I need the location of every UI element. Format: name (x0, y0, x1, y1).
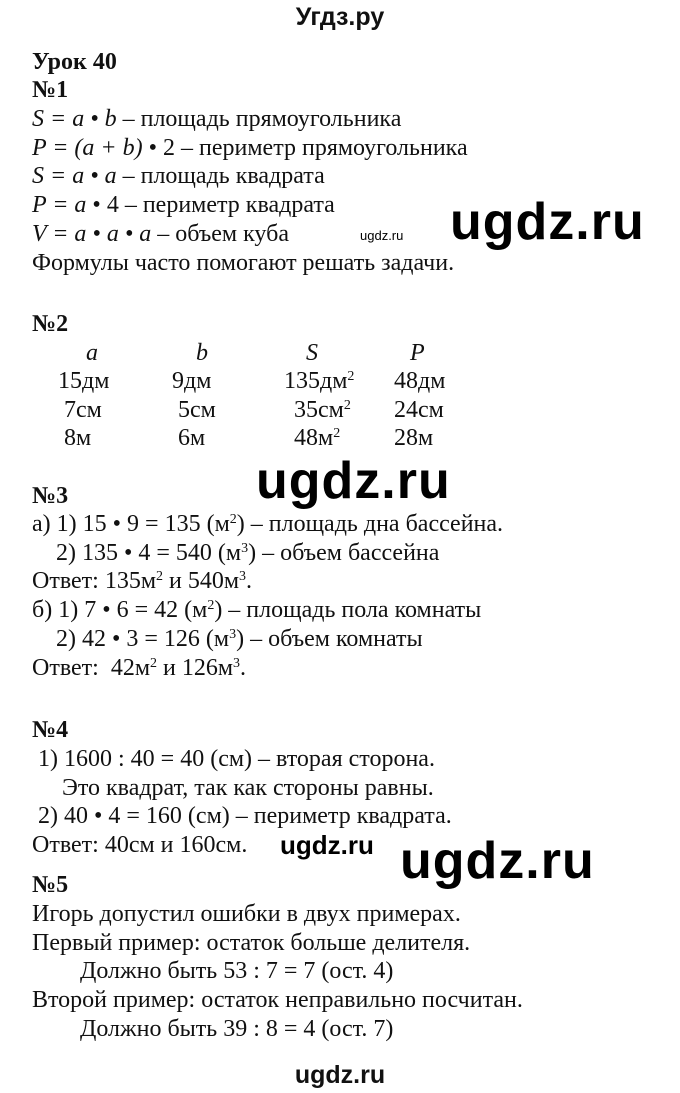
table-cell (394, 424, 433, 452)
text-segment: 6м (178, 425, 206, 452)
text-line (32, 986, 523, 1014)
superscript: 3 (239, 569, 247, 585)
superscript: 2 (207, 598, 215, 614)
task4-heading: №4 (32, 717, 69, 743)
text-line (32, 774, 434, 802)
text-segment: а) 1) 15 • 9 = 135 (м (32, 511, 230, 537)
text-segment: 2) 40 • 4 = 160 (см) – периметр квадрата. (32, 803, 452, 830)
text-segment: V = a • a • a (32, 220, 152, 247)
text-segment: и 126м (157, 654, 234, 681)
column-header: P (410, 340, 425, 366)
text-line (32, 831, 247, 859)
table-cell (284, 367, 354, 395)
task2-heading: №2 (32, 311, 69, 337)
watermark: ugdz.ru (450, 193, 645, 251)
text-line (32, 105, 401, 133)
text-segment: Ответ: 40см и 160см. (32, 832, 248, 859)
text-segment: 48дм (394, 368, 446, 394)
task5-heading: №5 (32, 872, 69, 898)
text-line (32, 539, 439, 567)
text-line (32, 957, 393, 985)
table-cell (178, 424, 205, 452)
task1-heading: №1 (32, 77, 69, 103)
text-segment: 2) 135 • 4 = 540 (м (32, 539, 242, 566)
text-segment: б) 1) 7 • 6 = 42 (м (32, 597, 208, 624)
text-segment: Должно быть 53 : 7 = 7 (ост. 4) (32, 958, 394, 985)
text-segment: 28м (394, 425, 434, 452)
text-segment: ) – площадь дна бассейна. (236, 511, 504, 537)
footer-site: ugdz.ru (294, 1061, 386, 1089)
text-segment: S = a • b (32, 106, 117, 132)
watermark: ugdz.ru (256, 452, 451, 510)
text-segment: . (240, 654, 247, 681)
text-segment: 5см (178, 396, 216, 423)
text-line (32, 745, 435, 773)
text-segment: – площадь прямоугольника (116, 106, 402, 132)
text-segment: 35см (294, 396, 344, 423)
superscript: 2 (229, 512, 237, 527)
column-header: S (306, 340, 318, 366)
lesson-title: Урок 40 (32, 49, 117, 75)
table-cell (58, 367, 109, 395)
text-line (32, 510, 503, 538)
text-segment: Первый пример: остаток больше делителя. (32, 929, 471, 956)
text-segment: • 4 – периметр квадрата (86, 192, 335, 219)
text-line (32, 162, 325, 190)
text-segment: Игорь допустил ошибки в двух примерах. (32, 901, 461, 927)
text-segment: ) – объем комнаты (236, 625, 423, 652)
text-line (32, 802, 452, 830)
column-header: b (196, 340, 208, 366)
text-segment: 24см (394, 396, 444, 423)
superscript: 2 (343, 397, 351, 413)
text-segment: 48м (294, 425, 334, 452)
text-line (32, 220, 289, 248)
text-segment: Ответ: 42м (32, 654, 151, 681)
text-segment: ) – площадь пола комнаты (214, 597, 482, 624)
text-segment: и 540м (163, 568, 240, 595)
table-cell (172, 367, 211, 395)
text-segment: – объем куба (151, 220, 289, 247)
table-cell (294, 424, 340, 452)
column-header: a (86, 340, 98, 366)
text-line (32, 191, 335, 219)
table-cell (64, 396, 102, 424)
superscript: 3 (241, 540, 249, 556)
text-line (32, 249, 454, 277)
text-segment: Ответ: 135м (32, 568, 157, 595)
text-segment: Второй пример: остаток неправильно посчитан. (32, 987, 523, 1014)
text-segment: 15дм (58, 368, 110, 394)
text-segment: Формулы часто помогают решать задачи. (32, 249, 455, 276)
watermark-small: ugdz.ru (360, 228, 404, 243)
text-segment: Это квадрат, так как стороны равны. (32, 774, 434, 801)
text-segment: 8м (64, 425, 92, 452)
superscript: 2 (347, 369, 355, 384)
text-segment: 1) 1600 : 40 = 40 (см) – вторая сторона. (32, 746, 435, 772)
text-segment: S = a • a (32, 163, 117, 190)
text-line (32, 625, 423, 653)
text-segment: ) – объем бассейна (248, 539, 440, 566)
watermark: ugdz.ru (400, 832, 595, 890)
text-segment: 2) 42 • 3 = 126 (м (32, 625, 230, 652)
text-segment: 7см (64, 396, 102, 423)
table-cell (178, 396, 216, 424)
text-line (32, 567, 252, 595)
text-segment: P = (a + b) (32, 134, 143, 161)
watermark: ugdz.ru (280, 830, 374, 860)
text-segment: P = a (32, 192, 87, 219)
text-segment: Должно быть 39 : 8 = 4 (ост. 7) (32, 1015, 394, 1042)
superscript: 2 (156, 569, 164, 585)
text-segment: – площадь квадрата (116, 163, 325, 190)
table-cell (294, 396, 351, 424)
task3-heading: №3 (32, 483, 69, 509)
text-segment: . (246, 568, 253, 595)
text-segment: • 2 – периметр прямоугольника (142, 134, 468, 161)
superscript: 2 (333, 426, 341, 442)
site-title: Угдз.ру (295, 3, 385, 31)
superscript: 3 (233, 655, 241, 671)
table-cell (64, 424, 91, 452)
text-segment: 9дм (172, 368, 212, 394)
text-line (32, 654, 246, 682)
superscript: 2 (150, 655, 158, 671)
text-line (32, 596, 481, 624)
text-line (32, 929, 470, 957)
text-segment: 135дм (284, 368, 348, 394)
table-cell (394, 367, 445, 395)
table-cell (394, 396, 444, 424)
text-line (32, 900, 461, 928)
text-line (32, 134, 468, 162)
superscript: 3 (229, 626, 237, 642)
text-line (32, 1015, 393, 1043)
